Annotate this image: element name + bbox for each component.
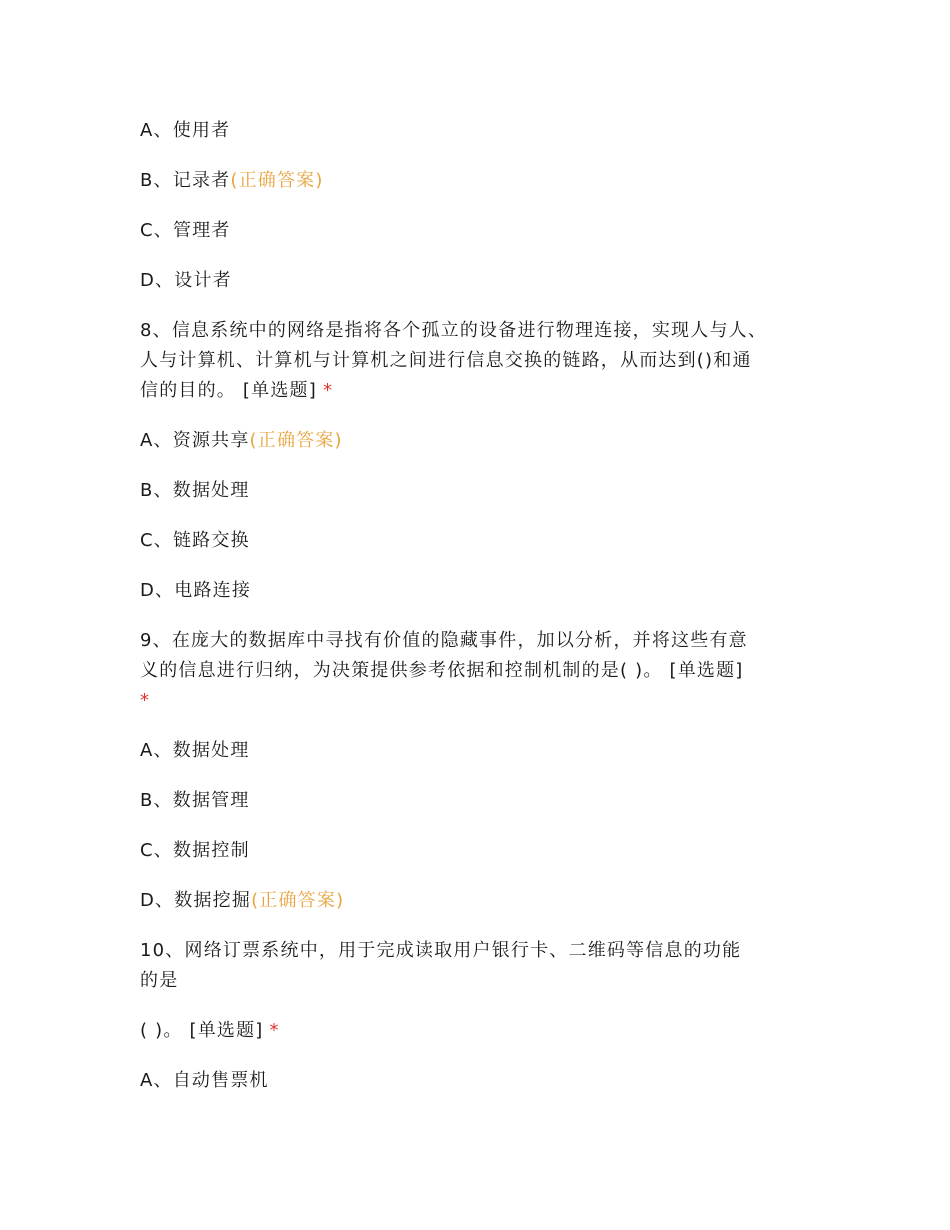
option-text: C、数据控制 bbox=[140, 840, 250, 861]
option-text: D、设计者 bbox=[140, 270, 232, 291]
required-star: * bbox=[269, 1020, 280, 1041]
option-text: B、数据管理 bbox=[140, 790, 250, 811]
option-d-data-mining bbox=[140, 886, 344, 916]
option-text: B、记录者 bbox=[140, 170, 231, 191]
option-c-link-exchange bbox=[140, 526, 250, 556]
question-text: 的是 bbox=[140, 970, 179, 991]
required-star: * bbox=[322, 380, 334, 401]
option-text: C、链路交换 bbox=[140, 530, 250, 551]
question-8-line-2 bbox=[140, 346, 752, 376]
option-c-manager bbox=[140, 216, 231, 246]
correct-answer-tag: (正确答案) bbox=[249, 430, 343, 451]
question-10-line-2 bbox=[140, 966, 178, 996]
question-text: 9、在庞大的数据库中寻找有价值的隐藏事件，加以分析，并将这些有意 bbox=[140, 630, 748, 651]
question-8-line-3 bbox=[140, 376, 333, 406]
question-10-line-1 bbox=[140, 936, 741, 966]
option-b-data-management bbox=[140, 786, 250, 816]
option-d-circuit-connection bbox=[140, 576, 251, 606]
option-a-resource-sharing bbox=[140, 426, 343, 456]
question-text: 10、网络订票系统中，用于完成读取用户银行卡、二维码等信息的功能 bbox=[140, 940, 742, 961]
question-text: ( )。 [单选题] bbox=[140, 1020, 264, 1041]
question-9-line-3 bbox=[140, 686, 150, 716]
question-9-line-2 bbox=[140, 656, 744, 686]
option-text: C、管理者 bbox=[140, 220, 231, 241]
option-text: A、使用者 bbox=[140, 120, 231, 141]
option-c-data-control bbox=[140, 836, 250, 866]
option-text: B、数据处理 bbox=[140, 480, 250, 501]
correct-answer-tag: (正确答案) bbox=[230, 170, 324, 191]
question-text: 8、信息系统中的网络是指将各个孤立的设备进行物理连接，实现人与人、 bbox=[140, 320, 768, 341]
option-d-designer bbox=[140, 266, 232, 296]
option-text: D、数据挖掘 bbox=[140, 890, 252, 911]
option-text: D、电路连接 bbox=[140, 580, 252, 601]
option-b-data-processing bbox=[140, 476, 250, 506]
correct-answer-tag: (正确答案) bbox=[251, 890, 345, 911]
option-b-recorder bbox=[140, 166, 324, 196]
option-a-user bbox=[140, 116, 230, 146]
question-text: 人与计算机、计算机与计算机之间进行信息交换的链路，从而达到()和通 bbox=[140, 350, 752, 371]
option-text: A、资源共享 bbox=[140, 430, 250, 451]
question-text: 义的信息进行归纳，为决策提供参考依据和控制机制的是( )。 [单选题] bbox=[140, 660, 744, 681]
option-text: A、数据处理 bbox=[140, 740, 250, 761]
question-9-line-1 bbox=[140, 626, 748, 656]
option-a-ticket-machine bbox=[140, 1066, 269, 1096]
question-text: 信的目的。 [单选题] bbox=[140, 380, 317, 401]
question-10-line-3 bbox=[140, 1016, 280, 1046]
option-a-data-processing bbox=[140, 736, 250, 766]
question-8-line-1 bbox=[140, 316, 767, 346]
option-text: A、自动售票机 bbox=[140, 1070, 269, 1091]
required-star: * bbox=[140, 690, 151, 711]
